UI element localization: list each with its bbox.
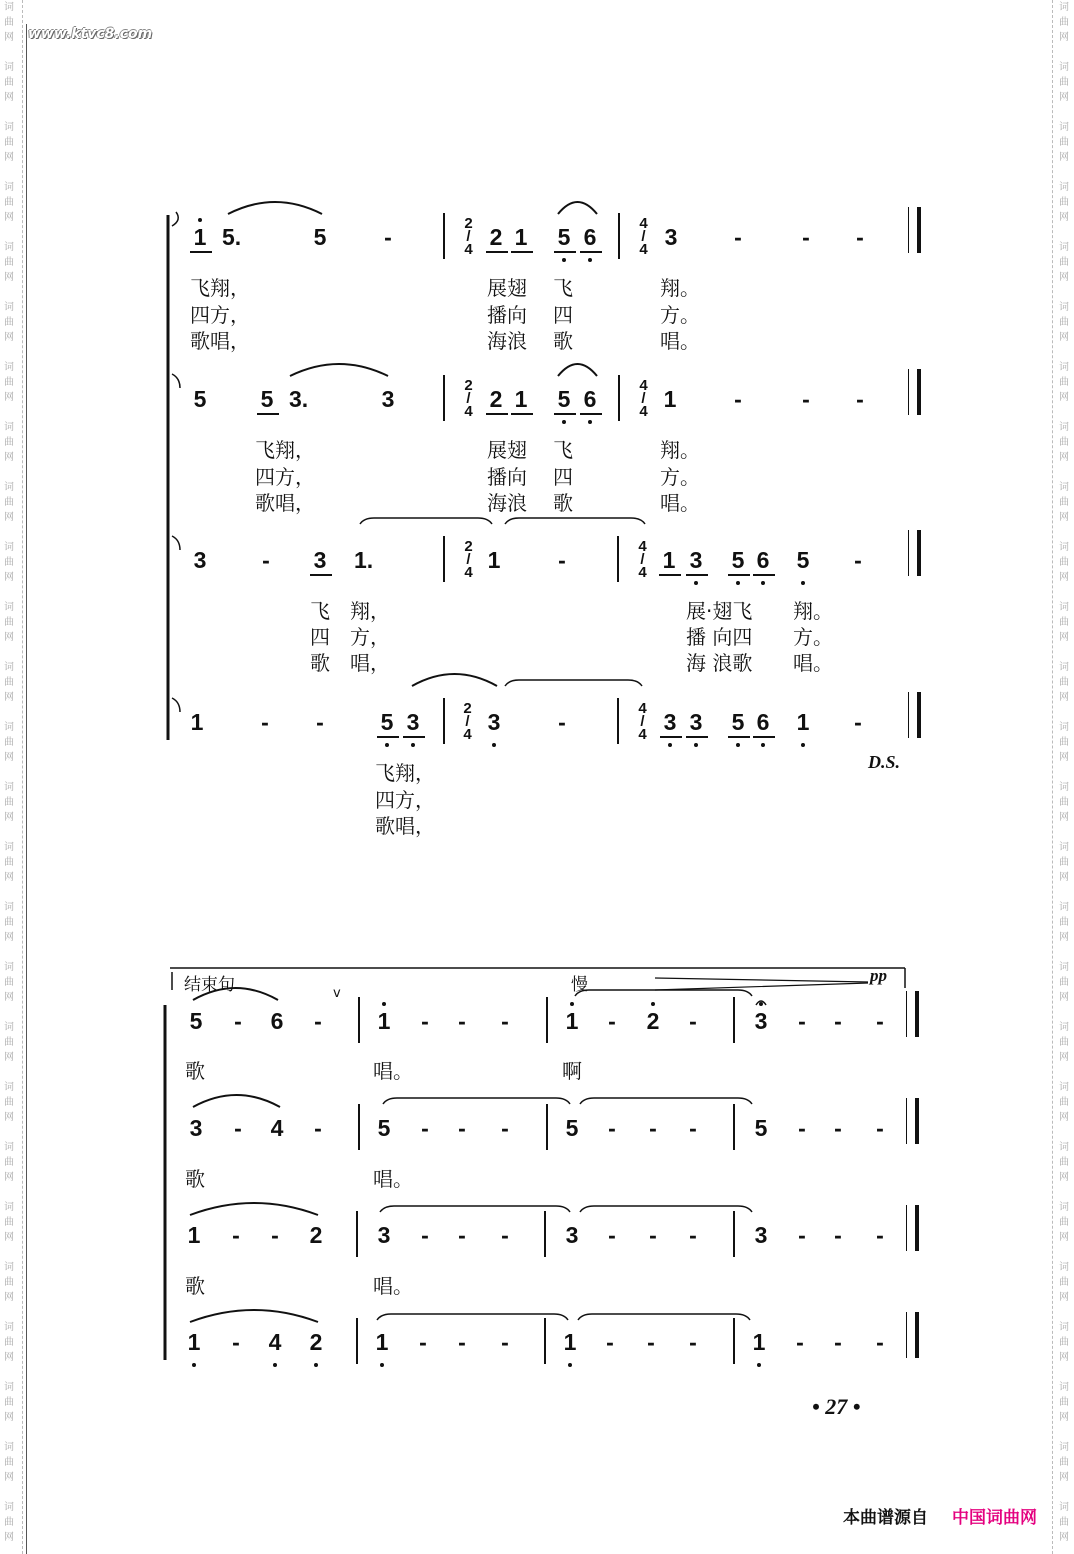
watermark-text: 词 曲 网 bbox=[1059, 842, 1069, 883]
slur bbox=[190, 1203, 318, 1215]
note-text: - bbox=[458, 1329, 466, 1355]
watermark-text: 词 曲 网 bbox=[1059, 122, 1069, 163]
note-text: - bbox=[421, 1008, 429, 1034]
tie-bracket bbox=[377, 1314, 568, 1320]
brace-hook bbox=[172, 536, 180, 550]
note-text: 5 bbox=[193, 386, 207, 412]
note-text: 3 bbox=[663, 709, 677, 735]
note-text: 5. bbox=[222, 224, 242, 250]
tie-bracket bbox=[575, 990, 752, 996]
note-text: - bbox=[796, 1329, 804, 1355]
tie-bracket bbox=[578, 1314, 750, 1320]
watermark-text: 词 曲 网 bbox=[1059, 662, 1069, 703]
note-text: 5 bbox=[731, 709, 745, 735]
watermark-text: 词 曲 网 bbox=[4, 362, 14, 403]
note-text: - bbox=[734, 224, 742, 250]
lyric: 啊 bbox=[562, 1059, 582, 1083]
ending-section-label: 结束句 bbox=[184, 975, 235, 995]
note-text: - bbox=[606, 1329, 614, 1355]
lyric: 展·翅飞 bbox=[686, 599, 753, 623]
lyric: 唱。 bbox=[373, 1059, 413, 1083]
note-text: 5 bbox=[189, 1008, 203, 1034]
note-text: - bbox=[798, 1008, 806, 1034]
watermark-text: 词 曲 网 bbox=[4, 302, 14, 343]
note-text: - bbox=[876, 1008, 884, 1034]
note-text: 1 bbox=[377, 1008, 391, 1034]
lyric: 唱。 bbox=[793, 651, 833, 675]
note-text: - bbox=[689, 1222, 697, 1248]
lyric: 唱， bbox=[350, 651, 390, 675]
note-text: - bbox=[649, 1222, 657, 1248]
note-text: - bbox=[261, 709, 269, 735]
dynamic-marking: pp bbox=[870, 966, 887, 985]
note-text: 5 bbox=[313, 224, 327, 250]
note-text: 6 bbox=[583, 386, 597, 412]
lyric: 唱。 bbox=[373, 1274, 413, 1298]
lyric: 歌 bbox=[553, 491, 573, 515]
note-text: - bbox=[558, 709, 566, 735]
note-text: 2 bbox=[309, 1222, 323, 1248]
note-text: - bbox=[647, 1329, 655, 1355]
watermark-text: 词 曲 网 bbox=[4, 182, 14, 223]
note-text: 3. bbox=[289, 386, 309, 412]
footer-source-label: 本曲谱源自 bbox=[843, 1508, 928, 1528]
note-text: - bbox=[689, 1329, 697, 1355]
watermark-text: 词 曲 网 bbox=[1059, 1442, 1069, 1483]
watermark-text: 词 曲 网 bbox=[4, 1202, 14, 1243]
time-signature: 2/4 bbox=[464, 538, 473, 581]
watermark-text: 词 曲 网 bbox=[4, 902, 14, 943]
note-text: - bbox=[501, 1329, 509, 1355]
slur bbox=[190, 1310, 318, 1322]
watermark-text: 词 曲 网 bbox=[4, 542, 14, 583]
lyric: 飞翔， bbox=[255, 438, 315, 462]
lyric: 海浪 bbox=[487, 329, 527, 353]
note-text: 5 bbox=[731, 547, 745, 573]
note-text: - bbox=[802, 224, 810, 250]
note-text: - bbox=[802, 386, 810, 412]
note-text: - bbox=[876, 1115, 884, 1141]
note-text: - bbox=[384, 224, 392, 250]
note-text: 1 bbox=[663, 386, 677, 412]
note-text: - bbox=[689, 1115, 697, 1141]
time-signature: 2/4 bbox=[463, 700, 472, 743]
note-text: - bbox=[734, 386, 742, 412]
note-text: - bbox=[608, 1222, 616, 1248]
watermark-text: 词 曲 网 bbox=[4, 62, 14, 103]
note-text: 1 bbox=[752, 1329, 766, 1355]
note-text: - bbox=[608, 1115, 616, 1141]
watermark-text: 词 曲 网 bbox=[4, 962, 14, 1003]
note-text: - bbox=[876, 1222, 884, 1248]
tie-bracket bbox=[505, 518, 645, 524]
note-text: 5 bbox=[380, 709, 394, 735]
tie-bracket bbox=[505, 680, 642, 686]
watermark-text: 词 曲 网 bbox=[4, 1502, 14, 1543]
lyric: 飞 bbox=[553, 438, 573, 462]
watermark-text: 词 曲 网 bbox=[4, 1022, 14, 1063]
lyric: 歌唱， bbox=[190, 329, 250, 353]
lyric: 四方， bbox=[255, 465, 315, 489]
fermata bbox=[756, 1001, 766, 1005]
lyric: 歌 bbox=[185, 1059, 205, 1083]
watermark-text: 词 曲 网 bbox=[1059, 182, 1069, 223]
watermark-text: 词 曲 网 bbox=[1059, 1502, 1069, 1543]
note-text: 3 bbox=[381, 386, 395, 412]
time-signature: 4/4 bbox=[639, 377, 648, 420]
lyric: 四 bbox=[310, 625, 330, 649]
note-text: 1 bbox=[187, 1222, 201, 1248]
lyric: 四方， bbox=[190, 303, 250, 327]
note-text: - bbox=[314, 1008, 322, 1034]
lyric: 唱。 bbox=[373, 1167, 413, 1191]
note-text: 1 bbox=[187, 1329, 201, 1355]
note-text: 3 bbox=[754, 1222, 768, 1248]
note-text: - bbox=[234, 1115, 242, 1141]
note-text: - bbox=[501, 1008, 509, 1034]
lyric: 展翅 bbox=[487, 438, 527, 462]
lyric: 翔。 bbox=[660, 438, 700, 462]
tie-bracket bbox=[380, 1206, 570, 1212]
note-text: 3 bbox=[377, 1222, 391, 1248]
note-text: 1 bbox=[514, 386, 528, 412]
lyric: 展翅 bbox=[487, 276, 527, 300]
note-text: - bbox=[234, 1008, 242, 1034]
lyric: 飞 bbox=[310, 599, 330, 623]
lyric: 海浪 bbox=[487, 491, 527, 515]
watermark-text: 词 曲 网 bbox=[4, 2, 14, 43]
note-text: - bbox=[271, 1222, 279, 1248]
watermark-text: 词 曲 网 bbox=[4, 242, 14, 283]
note-text: 1 bbox=[514, 224, 528, 250]
breath-mark: v bbox=[333, 986, 341, 1001]
watermark-text: 词 曲 网 bbox=[4, 722, 14, 763]
watermark-text: 词 曲 网 bbox=[1059, 482, 1069, 523]
note-text: - bbox=[834, 1222, 842, 1248]
note-text: 1 bbox=[487, 547, 501, 573]
watermark-text: 词 曲 网 bbox=[1059, 1082, 1069, 1123]
watermark-text: 词 曲 网 bbox=[1059, 1202, 1069, 1243]
note-text: 5 bbox=[260, 386, 274, 412]
watermark-text: 词 曲 网 bbox=[1059, 2, 1069, 43]
note-text: 5 bbox=[565, 1115, 579, 1141]
note-text: 3 bbox=[313, 547, 327, 573]
note-text: - bbox=[834, 1115, 842, 1141]
watermark-text: 词 曲 网 bbox=[1059, 542, 1069, 583]
note-text: - bbox=[856, 224, 864, 250]
lyric: 唱。 bbox=[660, 329, 700, 353]
watermark-text: 词 曲 网 bbox=[4, 1442, 14, 1483]
lyric: 翔， bbox=[350, 599, 390, 623]
note-text: - bbox=[421, 1222, 429, 1248]
lyric: 海 浪歌 bbox=[686, 651, 753, 675]
slur bbox=[193, 1095, 280, 1107]
note-text: - bbox=[262, 547, 270, 573]
watermark-text: 词 曲 网 bbox=[1059, 782, 1069, 823]
lyric: 方， bbox=[350, 625, 390, 649]
lyric: 翔。 bbox=[793, 599, 833, 623]
note-text: 3 bbox=[664, 224, 678, 250]
watermark-text: 词 曲 网 bbox=[1059, 362, 1069, 403]
note-text: 1. bbox=[354, 547, 374, 573]
watermark-text: 词 曲 网 bbox=[1059, 602, 1069, 643]
watermark-text: 词 曲 网 bbox=[4, 842, 14, 883]
note-text: - bbox=[856, 386, 864, 412]
note-text: 4 bbox=[268, 1329, 282, 1355]
note-text: 2 bbox=[489, 386, 503, 412]
note-text: 1 bbox=[796, 709, 810, 735]
lyric: 方。 bbox=[660, 465, 700, 489]
brace-hook bbox=[172, 698, 180, 712]
slur bbox=[558, 202, 597, 214]
note-text: - bbox=[834, 1329, 842, 1355]
footer-source-site[interactable]: 中国词曲网 bbox=[952, 1508, 1037, 1528]
lyric: 播向 bbox=[487, 303, 527, 327]
tie-bracket bbox=[360, 518, 492, 524]
slur bbox=[558, 364, 597, 376]
lyric: 唱。 bbox=[660, 491, 700, 515]
note-text: 3 bbox=[487, 709, 501, 735]
watermark-text: 词 曲 网 bbox=[4, 1262, 14, 1303]
watermark-text: 词 曲 网 bbox=[4, 1142, 14, 1183]
watermark-text: 词 曲 网 bbox=[4, 1082, 14, 1123]
note-text: - bbox=[854, 709, 862, 735]
note-text: - bbox=[649, 1115, 657, 1141]
note-text: - bbox=[314, 1115, 322, 1141]
lyric: 四 bbox=[553, 303, 573, 327]
watermark-text: 词 曲 网 bbox=[4, 1322, 14, 1363]
site-watermark: www.ktvc8.com bbox=[28, 26, 153, 42]
watermark-text: 词 曲 网 bbox=[1059, 722, 1069, 763]
note-text: 3 bbox=[689, 547, 703, 573]
note-text: 1 bbox=[193, 224, 207, 250]
time-signature: 2/4 bbox=[464, 377, 473, 420]
watermark-text: 词 曲 网 bbox=[1059, 902, 1069, 943]
note-text: - bbox=[834, 1008, 842, 1034]
note-text: 6 bbox=[583, 224, 597, 250]
lyric: 方。 bbox=[660, 303, 700, 327]
note-text: 6 bbox=[756, 709, 770, 735]
lyric: 四方， bbox=[375, 788, 435, 812]
lyric: 飞翔， bbox=[190, 276, 250, 300]
note-text: 3 bbox=[754, 1008, 768, 1034]
lyric: 歌 bbox=[310, 651, 330, 675]
note-text: - bbox=[608, 1008, 616, 1034]
note-text: 2 bbox=[646, 1008, 660, 1034]
watermark-text: 词 曲 网 bbox=[4, 422, 14, 463]
note-text: 5 bbox=[557, 224, 571, 250]
lyric: 播 向四 bbox=[686, 625, 753, 649]
note-text: 5 bbox=[796, 547, 810, 573]
watermark-text: 词 曲 网 bbox=[1059, 422, 1069, 463]
note-text: - bbox=[458, 1222, 466, 1248]
note-text: - bbox=[876, 1329, 884, 1355]
note-text: 5 bbox=[377, 1115, 391, 1141]
lyric: 播向 bbox=[487, 465, 527, 489]
dal-segno-marking: D.S. bbox=[868, 752, 901, 772]
note-text: - bbox=[689, 1008, 697, 1034]
note-text: - bbox=[458, 1115, 466, 1141]
note-text: - bbox=[232, 1222, 240, 1248]
watermark-text: 词 曲 网 bbox=[4, 122, 14, 163]
watermark-text: 词 曲 网 bbox=[4, 482, 14, 523]
note-text: 3 bbox=[193, 547, 207, 573]
note-text: 4 bbox=[270, 1115, 284, 1141]
lyric: 歌唱， bbox=[255, 491, 315, 515]
note-text: - bbox=[798, 1115, 806, 1141]
note-text: 3 bbox=[565, 1222, 579, 1248]
lyric: 歌唱， bbox=[375, 814, 435, 838]
note-text: 3 bbox=[689, 709, 703, 735]
time-signature: 4/4 bbox=[639, 215, 648, 258]
lyric: 四 bbox=[553, 465, 573, 489]
brace-hook bbox=[172, 212, 178, 226]
watermark-text: 词 曲 网 bbox=[1059, 962, 1069, 1003]
note-text: - bbox=[798, 1222, 806, 1248]
lyric: 飞 bbox=[553, 276, 573, 300]
note-text: - bbox=[558, 547, 566, 573]
note-text: 3 bbox=[189, 1115, 203, 1141]
slur bbox=[412, 674, 497, 686]
note-text: 2 bbox=[489, 224, 503, 250]
note-text: 1 bbox=[375, 1329, 389, 1355]
note-text: - bbox=[316, 709, 324, 735]
slur bbox=[290, 364, 388, 376]
watermark-text: 词 曲 网 bbox=[1059, 1322, 1069, 1363]
decrescendo-hairpin bbox=[655, 978, 868, 990]
note-text: 2 bbox=[309, 1329, 323, 1355]
watermark-text: 词 曲 网 bbox=[4, 662, 14, 703]
slur bbox=[228, 202, 322, 214]
lyric: 方。 bbox=[793, 625, 833, 649]
time-signature: 2/4 bbox=[464, 215, 473, 258]
page-number: • 27 • bbox=[812, 1394, 861, 1419]
tie-bracket bbox=[580, 1098, 752, 1104]
watermark-text: 词 曲 网 bbox=[4, 602, 14, 643]
note-text: - bbox=[421, 1115, 429, 1141]
lyric: 歌 bbox=[185, 1167, 205, 1191]
lyric: 歌 bbox=[185, 1274, 205, 1298]
note-text: 1 bbox=[565, 1008, 579, 1034]
note-text: - bbox=[501, 1115, 509, 1141]
lyric: 翔。 bbox=[660, 276, 700, 300]
note-text: 5 bbox=[754, 1115, 768, 1141]
lyric: 歌 bbox=[553, 329, 573, 353]
note-text: - bbox=[232, 1329, 240, 1355]
note-text: 3 bbox=[406, 709, 420, 735]
note-text: - bbox=[458, 1008, 466, 1034]
tie-bracket bbox=[580, 1206, 752, 1212]
note-text: 6 bbox=[270, 1008, 284, 1034]
watermark-text: 词 曲 网 bbox=[1059, 1142, 1069, 1183]
note-text: - bbox=[501, 1222, 509, 1248]
watermark-text: 词 曲 网 bbox=[4, 782, 14, 823]
tie-bracket bbox=[383, 1098, 570, 1104]
note-text: - bbox=[854, 547, 862, 573]
watermark-text: 词 曲 网 bbox=[4, 1382, 14, 1423]
watermark-text: 词 曲 网 bbox=[1059, 1382, 1069, 1423]
brace-hook bbox=[172, 374, 180, 388]
watermark-text: 词 曲 网 bbox=[1059, 62, 1069, 103]
note-text: 5 bbox=[557, 386, 571, 412]
note-text: 1 bbox=[190, 709, 204, 735]
note-text: 1 bbox=[662, 547, 676, 573]
watermark-text: 词 曲 网 bbox=[1059, 1262, 1069, 1303]
note-text: 1 bbox=[563, 1329, 577, 1355]
time-signature: 4/4 bbox=[638, 700, 647, 743]
time-signature: 4/4 bbox=[638, 538, 647, 581]
note-text: 6 bbox=[756, 547, 770, 573]
lyric: 飞翔， bbox=[375, 761, 435, 785]
watermark-text: 词 曲 网 bbox=[1059, 302, 1069, 343]
tempo-marking: 慢 bbox=[571, 975, 588, 995]
watermark-text: 词 曲 网 bbox=[1059, 242, 1069, 283]
watermark-text: 词 曲 网 bbox=[1059, 1022, 1069, 1063]
note-text: - bbox=[419, 1329, 427, 1355]
